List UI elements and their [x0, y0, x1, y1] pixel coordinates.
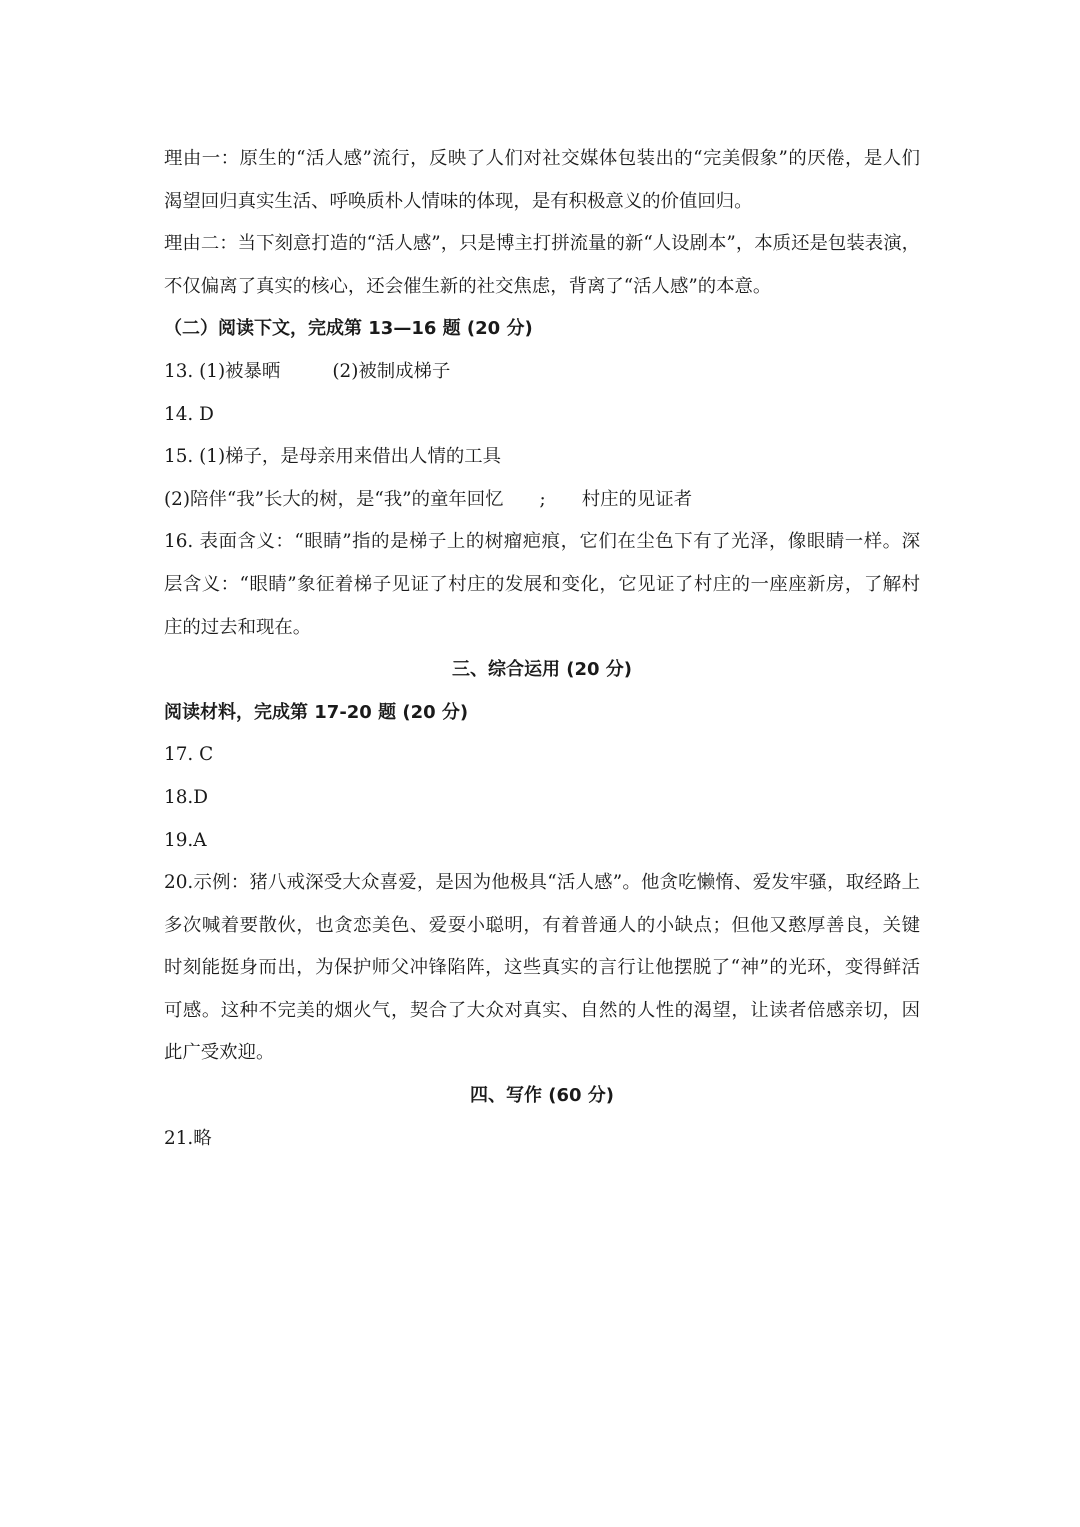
reason2-line1: 理由二：当下刻意打造的“活人感”，只是博主打拼流量的新“人设剧本”，本质还是包装表演，: [164, 233, 920, 255]
q20-line2: 多次喊着要散伙，也贪恋美色、爱耍小聪明，有着普通人的小缺点；但他又憨厚善良，关键: [164, 914, 920, 936]
q18-answer: 18.D: [164, 786, 208, 808]
q16-line3: 庄的过去和现在。: [164, 616, 312, 638]
q15-part2-text2: 村庄的见证者: [581, 488, 693, 510]
q15-answer-part2: [164, 479, 920, 522]
answer-content: [164, 138, 920, 1160]
q15-separator: ;: [539, 488, 546, 510]
section3-subheading: 阅读材料，完成第 17-20 题 (20 分): [164, 701, 469, 723]
q20-line3: 时刻能挺身而出，为保护师父冲锋陷阵，这些真实的言行让他摆脱了“神”的光环，变得鲜活: [164, 957, 920, 979]
q20-line1: 20.示例：猪八戒深受大众喜爱，是因为他极具“活人感”。他贪吃懒惰、爱发牢骚，取经路上: [164, 872, 920, 894]
q19-answer: 19.A: [164, 829, 207, 851]
section4-title: 四、写作 (60 分): [469, 1085, 615, 1107]
reason1-line2: 渴望回归真实生活、呼唤质朴人情味的体现，是有积极意义的价值回归。: [164, 190, 753, 212]
q13-part2: (2)被制成梯子: [332, 360, 451, 382]
q14-answer: 14. D: [164, 403, 214, 425]
reason2-line2: 不仅偏离了真实的核心，还会催生新的社交焦虑，背离了“活人感”的本意。: [164, 275, 772, 297]
q13-part1: 13. (1)被暴晒: [164, 360, 281, 382]
reason1-line1: 理由一：原生的“活人感”流行，反映了人们对社交媒体包装出的“完美假象”的厌倦，是人们: [164, 148, 920, 169]
q20-line5: 此广受欢迎。: [164, 1042, 275, 1064]
q20-line4: 可感。这种不完美的烟火气，契合了大众对真实、自然的人性的渴望，让读者倍感亲切，因: [164, 999, 920, 1021]
reading2-heading: （二）阅读下文，完成第 13—16 题 (20 分): [164, 318, 533, 340]
q13-answer: [164, 351, 920, 394]
q21-answer: 21.略: [164, 1127, 212, 1149]
q15-part2-text: (2)陪伴“我”长大的树，是“我”的童年回忆: [164, 488, 504, 510]
q16-line1: 16. 表面含义：“眼睛”指的是梯子上的树瘤疤痕，它们在尘色下有了光泽，像眼睛一样。深: [164, 531, 920, 553]
q17-answer: 17. C: [164, 744, 214, 766]
q15-answer-part1: 15. (1)梯子，是母亲用来借出人情的工具: [164, 446, 502, 468]
q16-line2: 层含义：“眼睛”象征着梯子见证了村庄的发展和变化，它见证了村庄的一座座新房，了解村: [164, 573, 920, 595]
section3-title: 三、综合运用 (20 分): [451, 659, 633, 681]
